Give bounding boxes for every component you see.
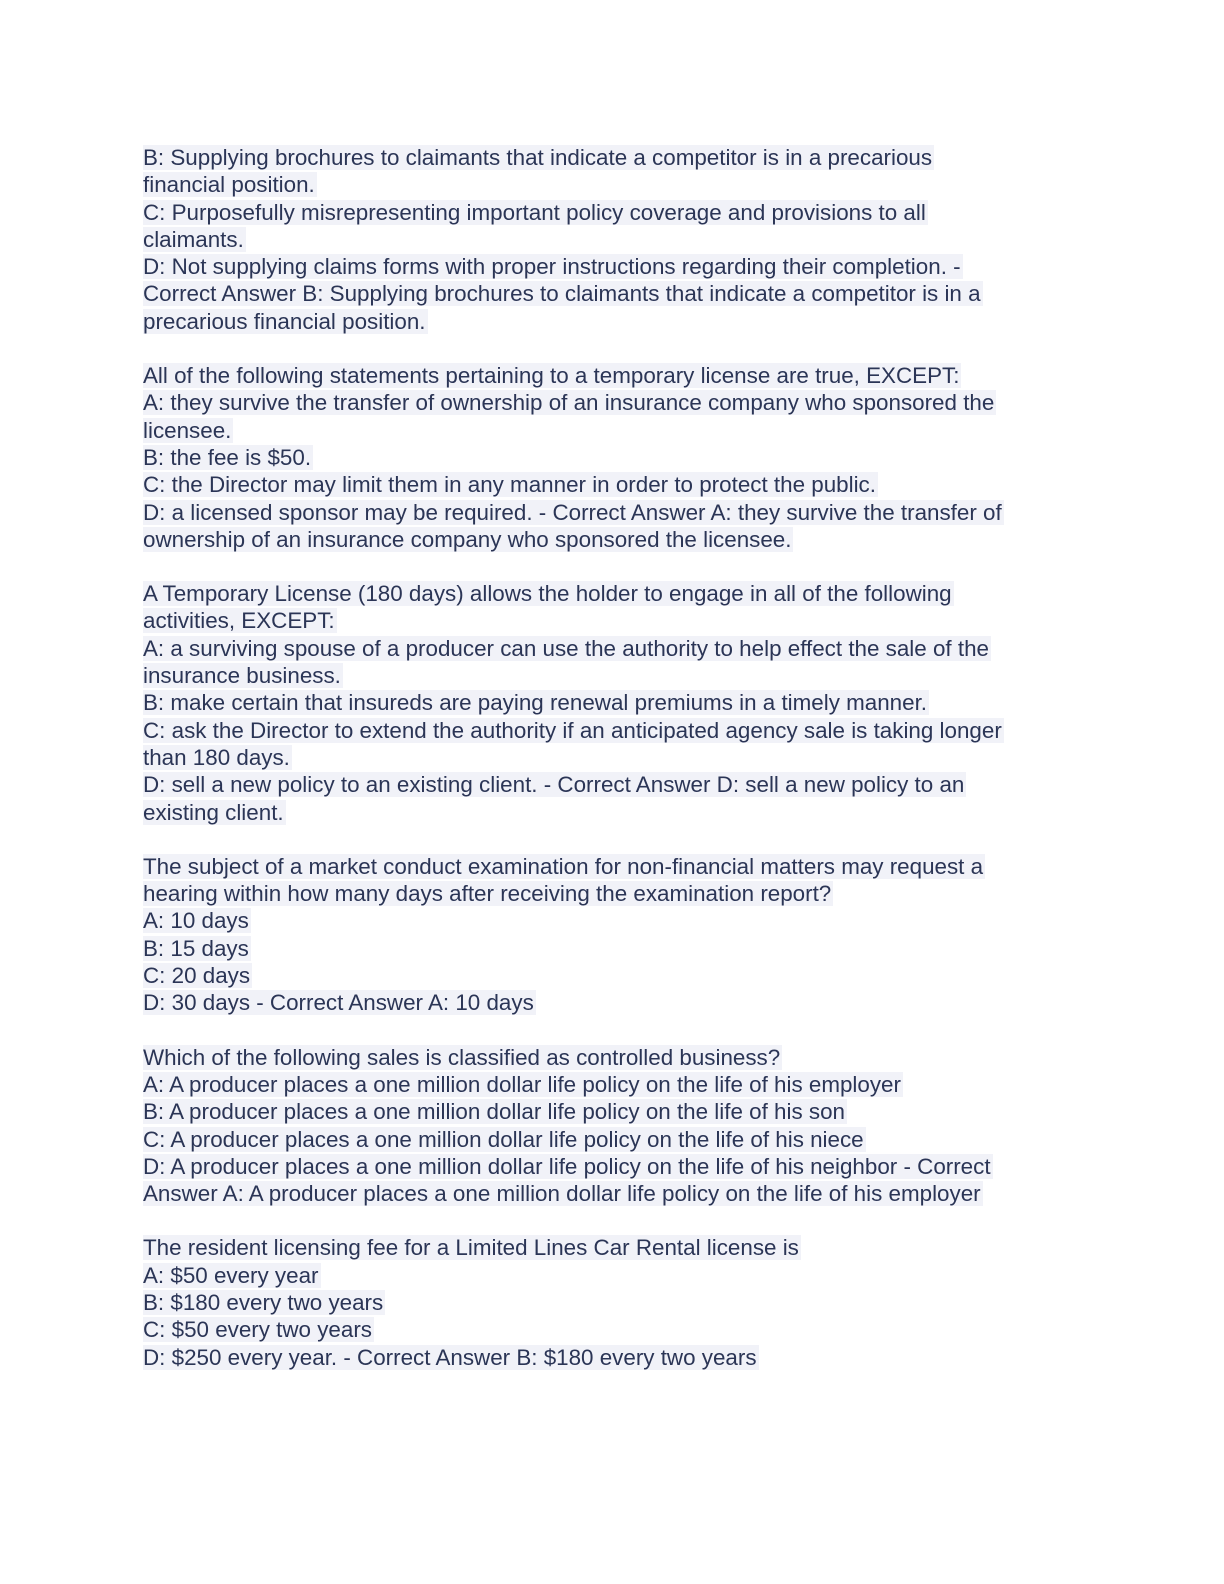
text-line: B: 15 days [143,935,249,961]
question-block [143,1044,1083,1208]
text-line: B: A producer places a one million dollar life policy on the life of his son [143,1099,845,1125]
text-line: C: A producer places a one million dollar life policy on the life of his niece [143,1126,864,1152]
text-line: licensee. [143,417,232,443]
text-line: claimants. [143,226,244,252]
text-line: ownership of an insurance company who sponsored the licensee. [143,526,792,552]
document-body [143,144,1083,1398]
text-line: C: ask the Director to extend the authority if an anticipated agency sale is taking longer [143,717,1002,743]
text-line: C: $50 every two years [143,1317,372,1343]
question-block [143,853,1083,1017]
text-line: A: 10 days [143,908,249,934]
text-line: Answer A: A producer places a one million dollar life policy on the life of his employer [143,1181,981,1207]
question-text: Which of the following sales is classified as controlled business? [143,1044,781,1070]
text-line: hearing within how many days after receiving the examination report? [143,881,832,907]
text-line: A: a surviving spouse of a producer can use the authority to help effect the sale of the [143,635,989,661]
text-line: financial position. [143,172,315,198]
text-line: existing client. [143,799,284,825]
question-text: The resident licensing fee for a Limited Lines Car Rental license is [143,1235,799,1261]
text-line: D: Not supplying claims forms with proper instructions regarding their completion. - [143,254,961,280]
text-line: D: a licensed sponsor may be required. - Correct Answer A: they survive the transfer of [143,499,1002,525]
text-line: B: the fee is $50. [143,444,312,470]
question-text: The subject of a market conduct examination for non-financial matters may request a [143,853,984,879]
text-line: precarious financial position. [143,308,426,334]
text-line: insurance business. [143,663,341,689]
question-block [143,1234,1083,1370]
text-line: A: A producer places a one million dollar life policy on the life of his employer [143,1071,901,1097]
text-line: B: make certain that insureds are paying renewal premiums in a timely manner. [143,690,928,716]
text-line: D: sell a new policy to an existing client. - Correct Answer D: sell a new policy to an [143,772,965,798]
question-block [143,144,1083,335]
text-line: C: 20 days [143,963,251,989]
text-line: activities, EXCEPT: [143,608,335,634]
text-line: D: $250 every year. - Correct Answer B: $180 every two years [143,1344,757,1370]
text-line: C: the Director may limit them in any manner in order to protect the public. [143,472,876,498]
question-text: All of the following statements pertaining to a temporary license are true, EXCEPT: [143,363,960,389]
text-line: than 180 days. [143,744,290,770]
text-line: A: $50 every year [143,1262,319,1288]
question-block [143,580,1083,826]
question-text: A Temporary License (180 days) allows the holder to engage in all of the following [143,581,952,607]
text-line: A: they survive the transfer of ownership of an insurance company who sponsored the [143,390,995,416]
text-line: B: Supplying brochures to claimants that indicate a competitor is in a precarious [143,145,933,170]
text-line: C: Purposefully misrepresenting important policy coverage and provisions to all [143,199,926,225]
text-line: Correct Answer B: Supplying brochures to claimants that indicate a competitor is in a [143,281,981,307]
text-line: B: $180 every two years [143,1289,384,1315]
text-line: D: 30 days - Correct Answer A: 10 days [143,990,534,1016]
question-block [143,362,1083,553]
text-line: D: A producer places a one million dollar life policy on the life of his neighbor - Correct [143,1153,991,1179]
